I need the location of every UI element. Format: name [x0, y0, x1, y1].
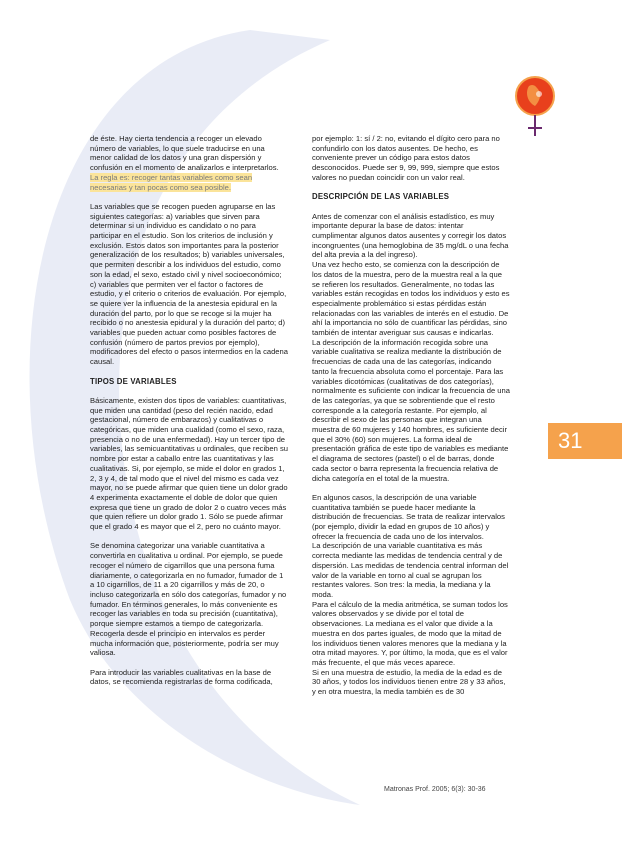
paragraph — [90, 134, 288, 192]
paragraph: Se denomina categorizar una variable cuantitativa a convertirla en cualitativa u ordinal. Por ejemplo, se puede recoger el número de cigarrillos que una persona fuma diariamente, o categorizarla en no fumador, fumador de 1 a 10 cigarrillos, de 11 a 20 cigarrillos y más de 20, o incluso categorizarla en sólo dos categorías, fumador y no fumador. En términos generales, lo más conveniente es recoger las variables en toda su precisión (cuantitativa), porque siempre estamos a tiempo de categorizarla. Recogerla desde el principio en intervalos es perder mucha información que, posteriormente, podría ser muy valiosa. — [90, 541, 287, 658]
paragraph: Si en una muestra de estudio, la media de la edad es de 30 años, y todos los individuos tienen entre 28 y 33 años, y en otra muestra, la media también es de 30 — [312, 667, 506, 697]
paragraph: Para introducir las variables cualitativas en la base de datos, se recomienda registrarlas de forma codificada, — [90, 667, 273, 687]
paragraph: por ejemplo: 1: sí / 2: no, evitando el dígito cero para no confundirlo con los datos ausentes. De hecho, es conveniente prever un código para estos datos desconocidos. Puede ser 9, 99, 999, siempre que estos valores no puedan coincidir con un valor real. — [312, 134, 500, 182]
paragraph: La descripción de una variable cuantitativa es más correcta mediante las medidas de tendencia central y de dispersión. Las medidas de tendencia central informan del valor de la variable en torno al cual se agrupan los restantes valores. Son tres: la media, la mediana y la moda. — [312, 541, 509, 599]
page-number: 31 — [548, 423, 622, 459]
paragraph: Para el cálculo de la media aritmética, se suman todos los valores observados y se divide por el total de observaciones. La mediana es el valor que divide a la muestra en dos partes iguales, de modo que la mitad de los individuos tienen valores menores que la mediana y la otra mitad mayores. Y, por último, la moda, que es el valor más frecuente, el que más veces aparece. — [312, 599, 508, 667]
paragraph: Una vez hecho esto, se comienza con la descripción de los datos de la muestra, pero de la muestra real a la que se refieren los resultados. Generalmente, no todas las variables están recogidas en todos los individuos y esto es especialmente problemático si estas pérdidas están relacionadas con las variables de interés en el estudio. De ahí la importancia no sólo de cuantificar las pérdidas, sino también de intentar averiguar sus causas e indicarlas. — [312, 260, 510, 338]
paragraph-text: de éste. Hay cierta tendencia a recoger un elevado número de variables, lo que suele traducirse en una menor calidad de los datos y una gran dispersión y confusión en el momento de analizarlos e interpretarlos. — [90, 134, 279, 173]
paragraph: Antes de comenzar con el análisis estadístico, es muy importante depurar la base de datos: intentar cumplimentar algunos datos ausentes y corregir los datos incongruentes (una hemoglobina de 35 mg/dL o una fecha del alta previa a la del ingreso). — [312, 211, 509, 260]
paragraph: Básicamente, existen dos tipos de variables: cuantitativas, que miden una cantidad (peso del recién nacido, edad gestacional, número de embarazos) y cualitativas o categóricas, que miden una cualidad (como el sexo, raza, presencia o no de una enfermedad). Hay un tercer tipo de variables, las semicuantitativas u ordinales, que reciben su nombre por estar a caballo entre las cuantitativas y las cualitativas. Si, por ejemplo, se mide el dolor en grados 1, 2, 3 y 4, de tal modo que el nivel del mismo es cada vez mayor, no se puede afirmar que quien tiene un dolor grado 4 experimenta exactamente el doble de dolor que quien expresa que tiene un grado de dolor 2 o cuatro veces más que quien refiere un dolor grado 1. Sólo se puede afirmar que el grado 4 es mayor que el 2, pero no cuánto mayor. — [90, 395, 288, 532]
section-heading-tipos: TIPOS DE VARIABLES — [90, 376, 177, 386]
footer-citation: Matronas Prof. 2005; 6(3): 30-36 — [384, 786, 486, 793]
paragraph: En algunos casos, la descripción de una variable cuantitativa también se puede hacer mediante la distribución de frecuencias. Se trata de realizar intervalos (por ejemplo, dividir la edad en grupos de 10 años) y ofrecer la frecuencia de cada uno de los intervalos. — [312, 492, 505, 541]
right-column — [312, 134, 510, 706]
left-column — [90, 134, 288, 697]
highlighted-rule: La regla es: recoger tantas variables como sean necesarias y tan pocas como sea posible. — [90, 172, 253, 192]
logo-female-symbol-icon — [505, 72, 565, 142]
paragraph: Las variables que se recogen pueden agruparse en las siguientes categorías: a) variables que sirven para determinar si un individuo es candidato o no para participar en el estudio. Son los criterios de inclusión y exclusión. Estos datos son importantes para la posterior generalización de los resultados; b) variables universales, que permiten describir a los individuos del estudio, como son la edad, el sexo, estado civil y nivel socioeconómico; c) variables que permiten ver el factor o factores de estudio, y el criterio o criterios de evaluación. Por ejemplo, se quiere ver la influencia de la anestesia epidural en la duración del parto, por lo que se recoge si la mujer ha recibido o no anestesia epidural y la duración del parto; d) variables que pueden actuar como posibles factores de confusión (número de partos previos por ejemplo), modificadores del efecto o pasos intermedios en la cadena causal. — [90, 201, 288, 367]
paragraph: La descripción de la información recogida sobre una variable cualitativa se realiza mediante la distribución de frecuencias de cada una de las categorías, indicando tanto la frecuencia absoluta como el porcentaje. Para las variables dicotómicas (cualitativas de dos categorías), normalmente es suficiente con indicar la frecuencia de una de las categorías, ya que se sobrentiende que el resto corresponde a la categoría restante. Por ejemplo, al describir el sexo de las personas que integran una muestra de 60 mujeres y 140 hombres, es suficiente decir que el 30% (60) son mujeres. La forma ideal de presentación gráfica de este tipo de variables es mediante el diagrama de sectores (pastel) o el de barras, donde cada sector o barra representa la frecuencia relativa de dicha categoría en el total de la muestra. — [312, 337, 510, 483]
section-heading-descripcion: DESCRIPCIÓN DE LAS VARIABLES — [312, 192, 450, 202]
